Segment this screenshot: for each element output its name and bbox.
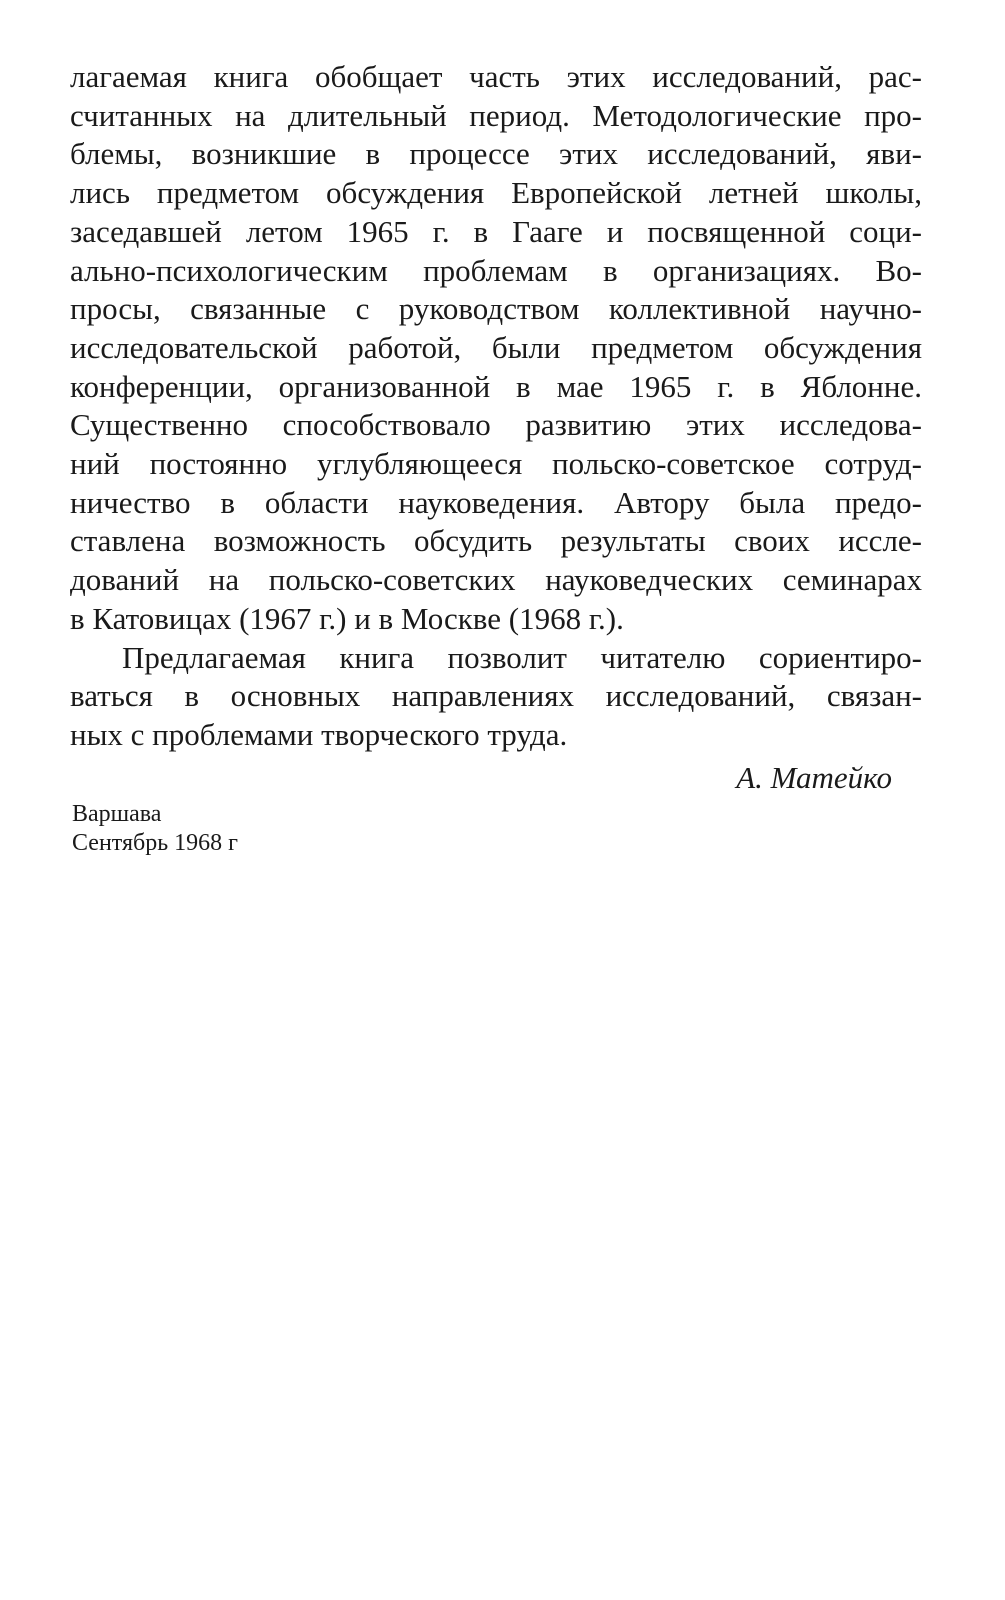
text-line: конференции, организованной в мае 1965 г. в Яблонне.: [70, 368, 922, 404]
text-line: ально-психологическим проблемам в организациях. Во-: [70, 252, 922, 288]
text-line: ваться в основных направлениях исследований, связан-: [70, 678, 922, 714]
text-line: ний постоянно углубляющееся польско-советское сотруд-: [70, 446, 922, 482]
author-signature: А. Матейко: [736, 759, 892, 795]
text-line: считанных на длительный период. Методологические про-: [70, 97, 922, 133]
date-text: Сентябрь 1968 г: [72, 829, 239, 856]
text-line: лагаемая книга обобщает часть этих исследований, рас-: [70, 59, 922, 94]
text-line: ничество в области науковедения. Автору была предо-: [70, 484, 922, 520]
place-text: Варшава: [72, 800, 162, 827]
text-line: в Катовицах (1967 г.) и в Москве (1968 г.).: [70, 600, 624, 636]
text-line: заседавшей летом 1965 г. в Гааге и посвященной соци-: [70, 213, 922, 249]
text-line: дований на польско-советских науковедческих семинарах: [70, 562, 922, 598]
place-date-block: [70, 800, 922, 858]
paragraph-1: [70, 58, 922, 639]
text-line: ставлена возможность обсудить результаты своих иссле-: [70, 523, 922, 559]
text-line: Существенно способствовало развитию этих исследова-: [70, 407, 922, 443]
text-line: просы, связанные с руководством коллективной научно-: [70, 291, 922, 327]
text-line: исследовательской работой, были предметом обсуждения: [70, 329, 922, 365]
text-line: лись предметом обсуждения Европейской летней школы,: [70, 175, 922, 211]
document-page: [70, 58, 922, 858]
text-line: ных с проблемами творческого труда.: [70, 716, 568, 752]
paragraph-2: [70, 639, 922, 755]
text-line: Предлагаемая книга позволит читателю сориентиро-: [122, 639, 922, 675]
text-line: блемы, возникшие в процессе этих исследований, яви-: [70, 136, 922, 172]
